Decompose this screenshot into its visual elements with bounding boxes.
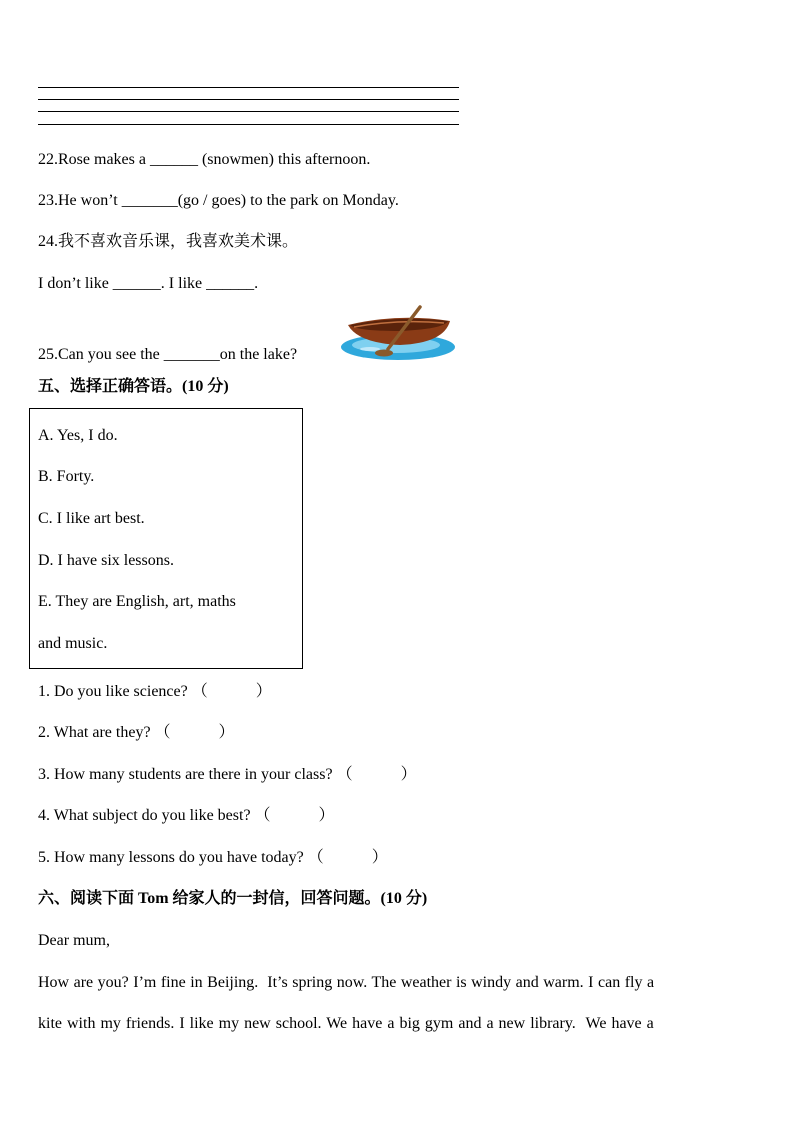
- question-25: 25.Can you see the _______on the lake?: [38, 346, 298, 363]
- options-box: [29, 408, 303, 669]
- match-question-5: 5. How many lessons do you have today? （ ）: [38, 849, 388, 866]
- option-c: C. I like art best.: [38, 510, 145, 527]
- match-question-2: 2. What are they? （ ）: [38, 724, 235, 741]
- option-e: E. They are English, art, maths: [38, 593, 236, 610]
- section-5-heading: 五、选择正确答语。(10 分): [38, 378, 229, 395]
- answer-rule-2: [38, 99, 459, 100]
- answer-rule-3: [38, 111, 459, 112]
- option-b: B. Forty.: [38, 468, 95, 485]
- letter-greeting: Dear mum,: [38, 932, 110, 949]
- option-d: D. I have six lessons.: [38, 552, 174, 569]
- letter-paragraph-line-1: How are you? I’m fine in Beijing. It’s spring now. The weather is windy and warm. I can fly a: [38, 974, 655, 991]
- question-24: 24.我不喜欢音乐课，我喜欢美术课。: [38, 233, 299, 250]
- match-question-4: 4. What subject do you like best? （ ）: [38, 807, 335, 824]
- rowboat-icon: [340, 303, 458, 363]
- letter-paragraph-line-2: kite with my friends. I like my new school. We have a big gym and a new library. We have a: [38, 1015, 654, 1032]
- match-question-3: 3. How many students are there in your class? （ ）: [38, 766, 417, 783]
- section-6-heading: 六、阅读下面 Tom 给家人的一封信，回答问题。(10 分): [38, 890, 428, 907]
- question-22: 22.Rose makes a ______ (snowmen) this afternoon.: [38, 151, 371, 168]
- match-question-1: 1. Do you like science? （ ）: [38, 683, 272, 700]
- answer-rule-4: [38, 124, 459, 125]
- question-23: 23.He won’t _______(go / goes) to the park on Monday.: [38, 192, 399, 209]
- option-a: A. Yes, I do.: [38, 427, 118, 444]
- question-24-answer: I don’t like ______. I like ______.: [38, 275, 259, 292]
- answer-rule-1: [38, 87, 459, 88]
- option-e-continued: and music.: [38, 635, 108, 652]
